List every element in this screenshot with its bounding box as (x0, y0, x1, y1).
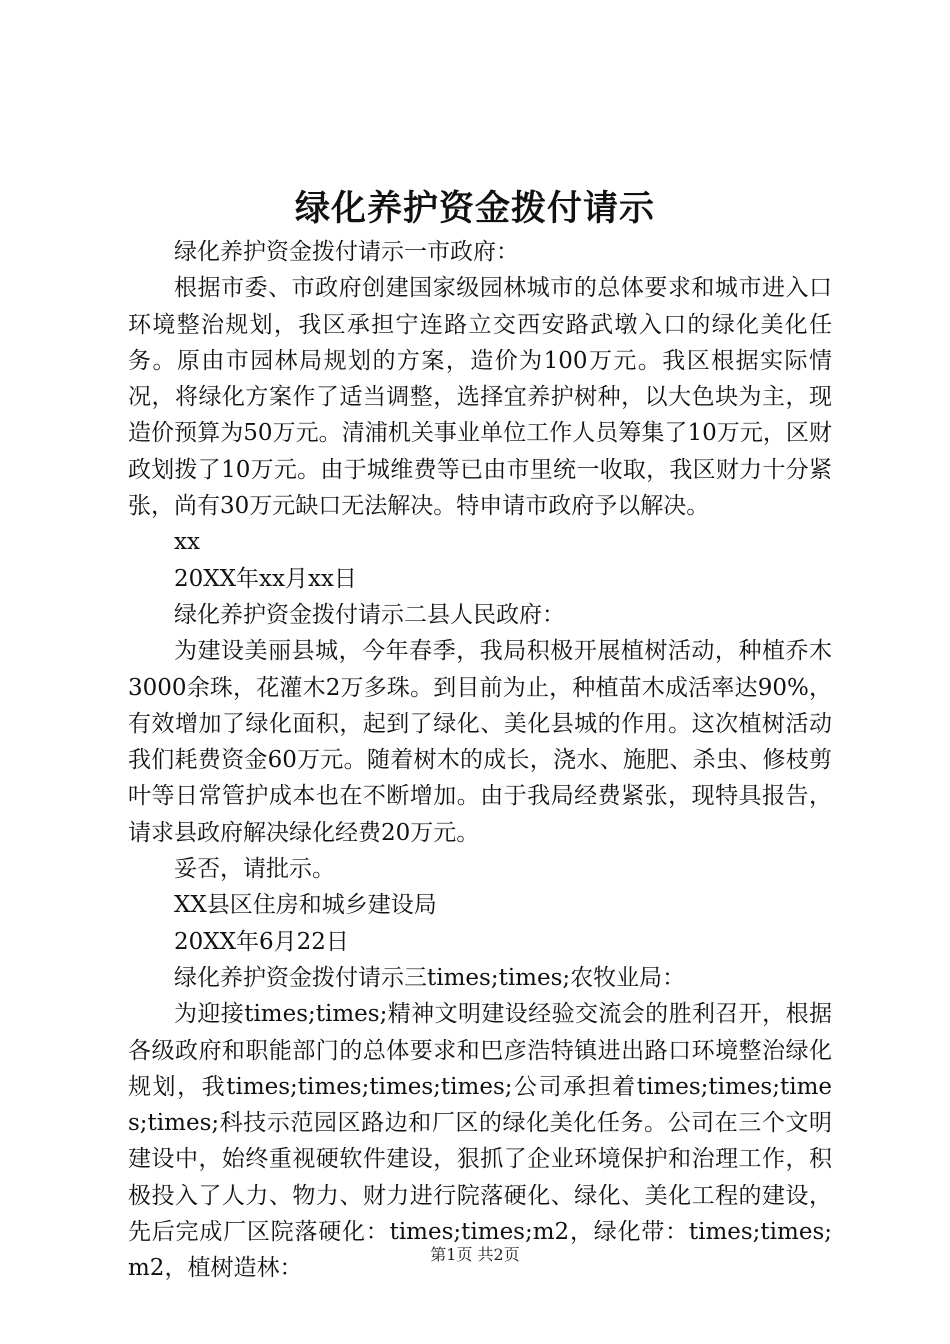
salutation-line: 绿化养护资金拨付请示三times;times;农牧业局： (174, 964, 686, 991)
signature-line: XX县区住房和城乡建设局 (174, 892, 437, 919)
page-number-footer: 第1页 共2页 (430, 1245, 520, 1264)
body-paragraph: 为建设美丽县城，今年春季，我局积极开展植树活动，种植乔木3000余珠，花灌木2万多珠。到目前为止，种植苗木成活率达90%，有效增加了绿化面积，起到了绿化、美化县城的作用。这次植树活动我们耗费资金60万元。随着树木的成长，浇水、施肥、杀虫、修枝剪叶等日常管护成本也在不断增加。由于我局经费紧张，现特具报告，请求县政府解决绿化经费20万元。 (128, 638, 832, 846)
document-title: 绿化养护资金拨付请示 (294, 189, 655, 229)
signature-line: xx (174, 529, 200, 556)
closing-line: 妥否，请批示。 (174, 856, 335, 883)
document-body (128, 234, 832, 1287)
date-line: 20XX年xx月xx日 (174, 565, 357, 592)
salutation-line: 绿化养护资金拨付请示二县人民政府： (174, 601, 565, 628)
body-paragraph: 为迎接times;times;精神文明建设经验交流会的胜利召开，根据各级政府和职能部门的总体要求和巴彦浩特镇进出路口环境整治绿化规划，我times;times;times;times;公司承担着times;times;times;times;科技示范园区路边和厂区的绿化美化任务。公司在三个文明建设中，始终重视硬软件建设，狠抓了企业环境保护和治理工作，积极投入了人力、物力、财力进行院落硬化、绿化、美化工程的建设，先后完成厂区院落硬化：times;times;m2，绿化带：times;times;m2，植树造林： (128, 1001, 832, 1282)
date-line: 20XX年6月22日 (174, 928, 349, 955)
body-paragraph: 根据市委、市政府创建国家级园林城市的总体要求和城市进入口环境整治规划，我区承担宁连路立交西安路武墩入口的绿化美化任务。原由市园林局规划的方案，造价为100万元。我区根据实际情况，将绿化方案作了适当调整，选择宜养护树种，以大色块为主，现造价预算为50万元。清浦机关事业单位工作人员筹集了10万元，区财政划拨了10万元。由于城维费等已由市里统一收取，我区财力十分紧张，尚有30万元缺口无法解决。特申请市政府予以解决。 (128, 275, 832, 520)
salutation-line: 绿化养护资金拨付请示一市政府： (174, 239, 519, 265)
